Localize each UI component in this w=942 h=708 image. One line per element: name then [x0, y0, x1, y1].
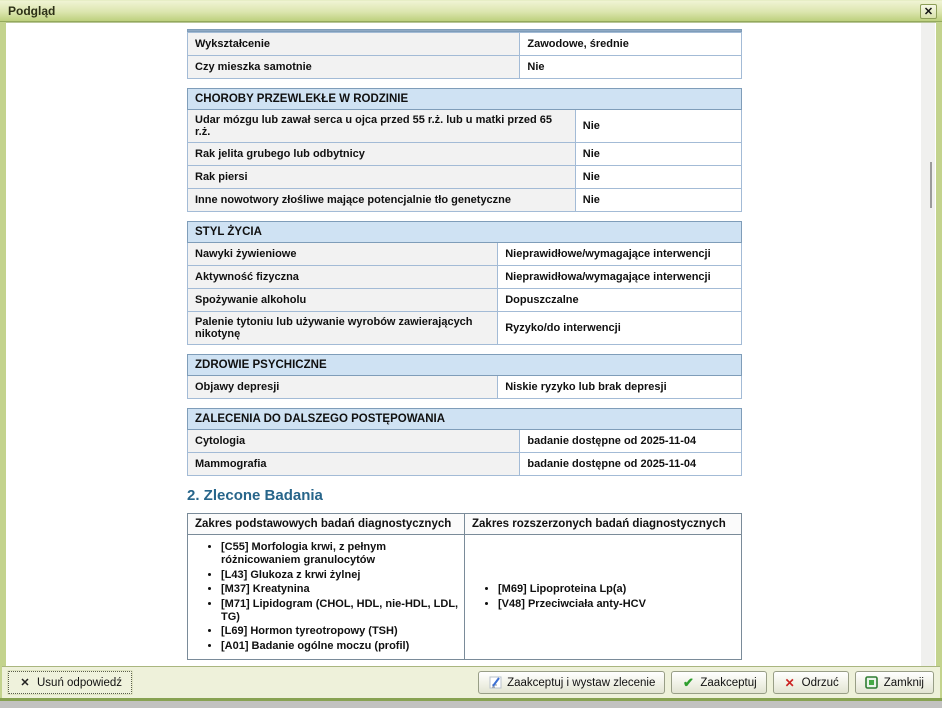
- section-title: ZALECENIA DO DALSZEGO POSTĘPOWANIA: [188, 409, 742, 430]
- test-item: • [L69] Hormon tyreotropowy (TSH): [221, 625, 463, 638]
- basic-tests-cell: [188, 535, 465, 660]
- row-label: Udar mózgu lub zawał serca u ojca przed 55 r.ż. lub u matki przed 65 r.ż.: [188, 110, 576, 143]
- test-item: • [V48] Przeciwciała anty-HCV: [498, 598, 740, 611]
- row-value: Niskie ryzyko lub brak depresji: [498, 376, 742, 399]
- table-row: [188, 453, 742, 476]
- row-value: Zawodowe, średnie: [520, 33, 742, 56]
- table-row: [188, 430, 742, 453]
- row-label: Objawy depresji: [188, 376, 498, 399]
- table-row: [188, 110, 742, 143]
- table-row: [188, 33, 742, 56]
- section-title: STYL ŻYCIA: [188, 222, 742, 243]
- test-item: • [M69] Lipoproteina Lp(a): [498, 583, 740, 596]
- accept-button[interactable]: [671, 671, 766, 694]
- preview-pane: [6, 22, 936, 667]
- extended-tests-list: [466, 583, 740, 611]
- orders-col-header-basic: Zakres podstawowych badań diagnostycznych: [188, 514, 465, 535]
- red-x-icon: ✕: [784, 675, 795, 690]
- window-resize-edge: [0, 701, 942, 708]
- test-item: • [M37] Kreatynina: [221, 583, 463, 596]
- patient-info-table: [187, 32, 742, 79]
- close-window-icon: [865, 676, 879, 690]
- delete-answer-label: Usuń odpowiedź: [37, 676, 123, 689]
- close-icon[interactable]: ✕: [920, 4, 937, 19]
- survey-sections: [187, 88, 742, 476]
- row-value: Nieprawidłowe/wymagające interwencji: [498, 243, 742, 266]
- window-frame-right: [935, 22, 942, 698]
- survey-section-table: [187, 408, 742, 476]
- check-icon: ✔: [682, 674, 694, 690]
- row-value: Ryzyko/do interwencji: [498, 312, 742, 345]
- table-row: [188, 243, 742, 266]
- test-item: • [L43] Glukoza z krwi żylnej: [221, 569, 463, 582]
- row-label: Rak jelita grubego lub odbytnicy: [188, 143, 576, 166]
- sign-document-icon: [488, 676, 502, 690]
- ordered-tests-table: [187, 513, 742, 660]
- row-value: badanie dostępne od 2025-11-04: [520, 430, 742, 453]
- row-value: Nie: [575, 143, 741, 166]
- orders-body-row: [188, 535, 742, 660]
- row-label: Czy mieszka samotnie: [188, 56, 520, 79]
- row-value: Nie: [575, 189, 741, 212]
- table-row: [188, 166, 742, 189]
- row-label: Inne nowotwory złośliwe mające potencjalnie tło genetyczne: [188, 189, 576, 212]
- table-row: [188, 143, 742, 166]
- delete-answer-button[interactable]: [8, 671, 132, 694]
- row-label: Mammografia: [188, 453, 520, 476]
- survey-section-table: [187, 354, 742, 399]
- row-value: Nie: [575, 166, 741, 189]
- extended-tests-cell: [465, 535, 742, 660]
- basic-tests-list: [189, 541, 463, 653]
- row-label: Rak piersi: [188, 166, 576, 189]
- table-row: [188, 189, 742, 212]
- orders-col-header-extended: Zakres rozszerzonych badań diagnostycznych: [465, 514, 742, 535]
- table-row: [188, 56, 742, 79]
- orders-heading: 2. Zlecone Badania: [187, 487, 323, 504]
- section-title: CHOROBY PRZEWLEKŁE W RODZINIE: [188, 89, 742, 110]
- table-row: [188, 289, 742, 312]
- row-value: Nie: [575, 110, 741, 143]
- test-item: • [C55] Morfologia krwi, z pełnym różnicowaniem granulocytów: [221, 541, 463, 568]
- document-preview: [187, 23, 742, 660]
- dialog-titlebar[interactable]: [0, 0, 942, 22]
- survey-section-table: [187, 88, 742, 212]
- row-label: Aktywność fizyczna: [188, 266, 498, 289]
- row-label: Palenie tytoniu lub używanie wyrobów zawierających nikotynę: [188, 312, 498, 345]
- row-value: Nieprawidłowa/wymagające interwencji: [498, 266, 742, 289]
- row-label: Spożywanie alkoholu: [188, 289, 498, 312]
- close-button[interactable]: [855, 671, 934, 694]
- test-item: • [M71] Lipidogram (CHOL, HDL, nie-HDL, LDL, TG): [221, 598, 463, 625]
- table-row: [188, 312, 742, 345]
- accept-label: Zaakceptuj: [700, 676, 757, 689]
- orders-header-row: [188, 514, 742, 535]
- close-label: Zamknij: [883, 676, 924, 689]
- row-label: Cytologia: [188, 430, 520, 453]
- row-label: Nawyki żywieniowe: [188, 243, 498, 266]
- row-value: Dopuszczalne: [498, 289, 742, 312]
- survey-section-table: [187, 221, 742, 345]
- section-title: ZDROWIE PSYCHICZNE: [188, 355, 742, 376]
- table-row: [188, 266, 742, 289]
- delete-x-icon: ✕: [20, 677, 30, 689]
- footer-toolbar: [2, 666, 940, 698]
- test-item: • [A01] Badanie ogólne moczu (profil): [221, 640, 463, 653]
- dialog-title: Podgląd: [8, 4, 56, 18]
- scrollbar-thumb[interactable]: [930, 162, 932, 208]
- table-row: [188, 376, 742, 399]
- reject-button[interactable]: [773, 671, 849, 694]
- reject-label: Odrzuć: [801, 676, 839, 689]
- vertical-scrollbar[interactable]: [921, 23, 935, 667]
- row-label: Wykształcenie: [188, 33, 520, 56]
- accept-and-issue-order-label: Zaakceptuj i wystaw zlecenie: [507, 676, 656, 689]
- accept-and-issue-order-button[interactable]: [478, 671, 665, 694]
- row-value: Nie: [520, 56, 742, 79]
- row-value: badanie dostępne od 2025-11-04: [520, 453, 742, 476]
